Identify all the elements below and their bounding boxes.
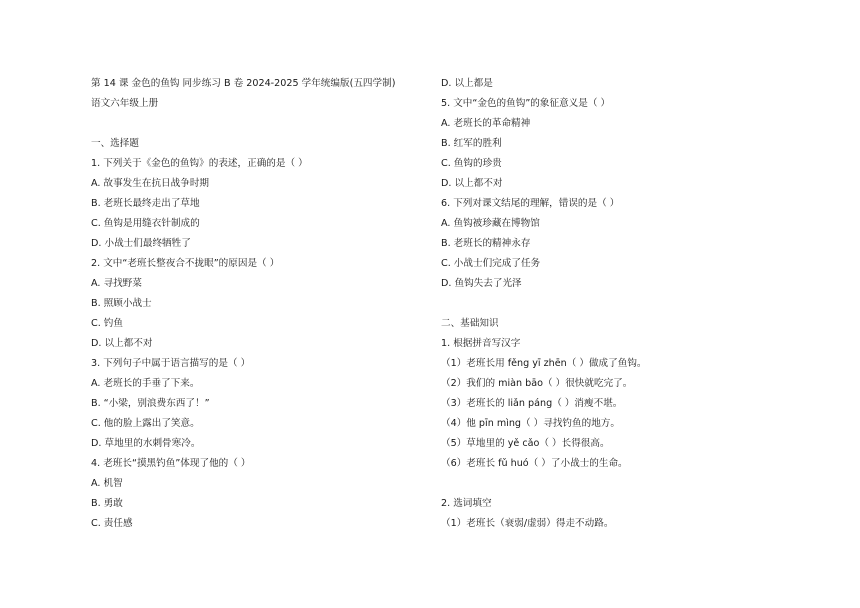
option-4b: B. 勇敢	[91, 498, 123, 509]
document-title-line2: 语文六年级上册	[91, 98, 159, 109]
option-5d: D. 以上都不对	[441, 178, 503, 189]
option-6d: D. 鱼钩失去了光泽	[441, 278, 522, 289]
option-1a: A. 故事发生在抗日战争时期	[91, 178, 210, 189]
option-5a: A. 老班长的革命精神	[441, 118, 531, 129]
pinyin-item-3: （3）老班长的 liǎn páng（ ）消瘦不堪。	[441, 398, 623, 409]
pinyin-item-6: （6）老班长 fǔ huó（ ）了小战士的生命。	[441, 458, 628, 469]
option-4c: C. 责任感	[91, 518, 133, 529]
option-3d: D. 草地里的水刺骨寒冷。	[91, 438, 201, 449]
option-1d: D. 小战士们最终牺牲了	[91, 238, 191, 249]
option-5c: C. 鱼钩的珍贵	[441, 158, 502, 169]
question-1: 1. 下列关于《金色的鱼钩》的表述，正确的是（ ）	[91, 158, 308, 169]
section-heading-basics: 二、基础知识	[441, 318, 499, 329]
option-6b: B. 老班长的精神永存	[441, 238, 531, 249]
option-3b: B. “小梁，别浪费东西了！”	[91, 398, 210, 409]
option-2d: D. 以上都不对	[91, 338, 153, 349]
option-6a: A. 鱼钩被珍藏在博物馆	[441, 218, 540, 229]
question-6: 6. 下列对课文结尾的理解，错误的是（ ）	[441, 198, 620, 209]
option-2c: C. 钓鱼	[91, 318, 123, 329]
option-3c: C. 他的脸上露出了笑意。	[91, 418, 200, 429]
pinyin-item-2: （2）我们的 miàn bāo（ ）很快就吃完了。	[441, 378, 633, 389]
option-3a: A. 老班长的手垂了下来。	[91, 378, 200, 389]
option-6c: C. 小战士们完成了任务	[441, 258, 541, 269]
pinyin-item-1: （1）老班长用 fěng yī zhēn（ ）做成了鱼钩。	[441, 358, 647, 369]
basics-question-2: 2. 选词填空	[441, 498, 492, 509]
question-5: 5. 文中“金色的鱼钩”的象征意义是（ ）	[441, 98, 611, 109]
basics-question-1: 1. 根据拼音写汉字	[441, 338, 521, 349]
section-heading-choice: 一、选择题	[91, 138, 139, 149]
option-2a: A. 寻找野菜	[91, 278, 142, 289]
option-5b: B. 红军的胜利	[441, 138, 502, 149]
fill-word-item-1: （1）老班长（衰弱/虚弱）得走不动路。	[441, 518, 614, 529]
question-2: 2. 文中“老班长整夜合不拢眼”的原因是（ ）	[91, 258, 280, 269]
option-4d: D. 以上都是	[441, 78, 493, 89]
option-1c: C. 鱼钩是用缝衣针制成的	[91, 218, 200, 229]
question-3: 3. 下列句子中属于语言描写的是（ ）	[91, 358, 251, 369]
pinyin-item-5: （5）草地里的 yě cǎo（ ）长得很高。	[441, 438, 610, 449]
option-1b: B. 老班长最终走出了草地	[91, 198, 200, 209]
option-4a: A. 机智	[91, 478, 123, 489]
question-4: 4. 老班长“摸黑钓鱼”体现了他的（ ）	[91, 458, 251, 469]
pinyin-item-4: （4）他 pīn mìng（ ）寻找钓鱼的地方。	[441, 418, 620, 429]
option-2b: B. 照顾小战士	[91, 298, 152, 309]
document-title-line1: 第 14 课 金色的鱼钩 同步练习 B 卷 2024-2025 学年统编版(五四学制)	[91, 78, 396, 89]
